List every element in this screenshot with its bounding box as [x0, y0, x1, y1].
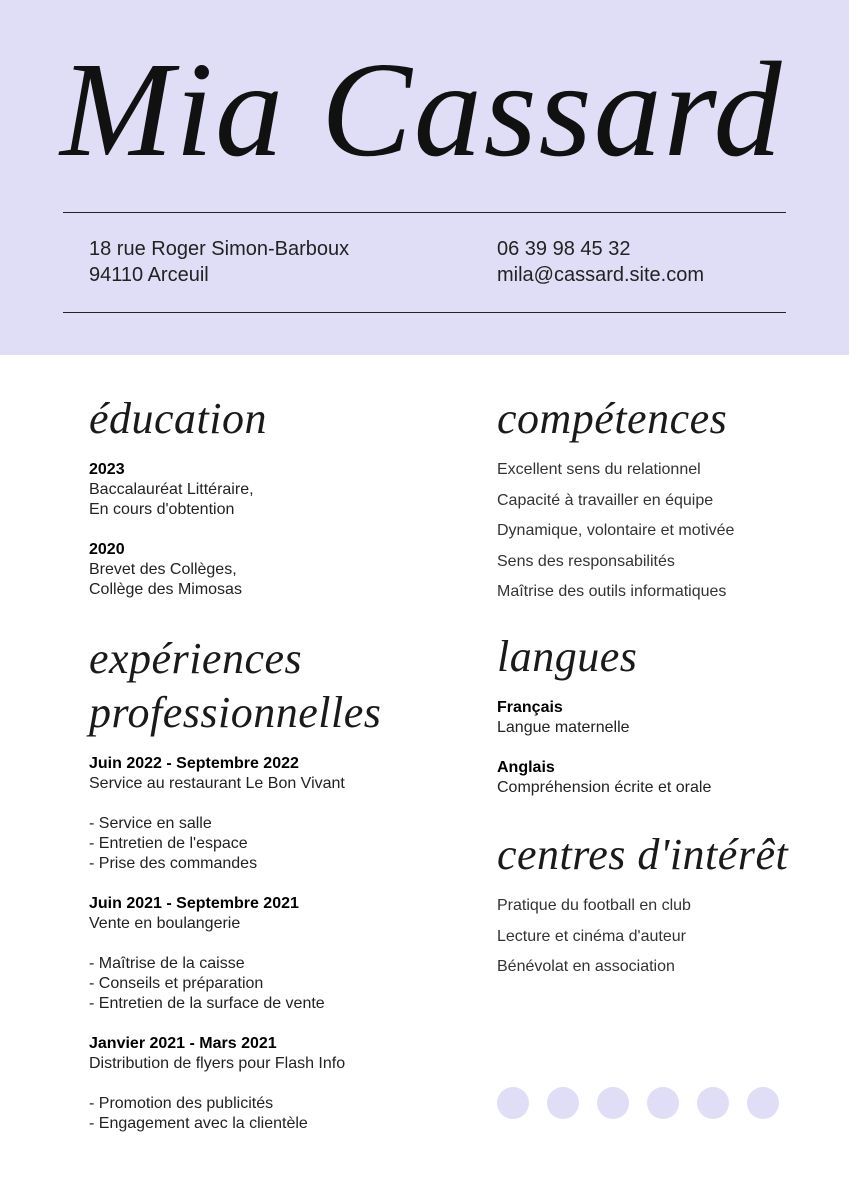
interest-item: Lecture et cinéma d'auteur: [497, 927, 686, 945]
languages-section: [497, 630, 817, 798]
skills-section: [497, 392, 817, 602]
skills-title: compétences: [497, 394, 728, 443]
skill-item: Capacité à travailler en équipe: [497, 491, 714, 509]
interest-item: Pratique du football en club: [497, 897, 691, 914]
job-task: - Service en salle: [89, 815, 212, 832]
candidate-name: Mia Cassard: [60, 35, 784, 185]
skill-item: Maîtrise des outils informatiques: [497, 583, 727, 600]
right-column: [497, 392, 817, 988]
decorative-dot: [597, 1087, 629, 1119]
job-role: Vente en boulangerie: [89, 915, 241, 932]
education-detail: Collège des Mimosas: [89, 581, 242, 598]
skill-item: Sens des responsabilités: [497, 552, 675, 570]
job-task: - Entretien de la surface de vente: [89, 995, 325, 1012]
address-block: [89, 236, 349, 288]
job-task: - Engagement avec la clientèle: [89, 1115, 308, 1132]
job-tasks: [89, 954, 449, 1014]
header-divider-top: [63, 212, 786, 213]
interests-section: [497, 828, 817, 977]
job-task: - Entretien de l'espace: [89, 835, 248, 852]
interest-item: Bénévolat en association: [497, 958, 675, 975]
skills-list: [497, 460, 817, 602]
job-role: Distribution de flyers pour Flash Info: [89, 1055, 346, 1072]
job-task: - Promotion des publicités: [89, 1095, 274, 1112]
job-role: Service au restaurant Le Bon Vivant: [89, 775, 345, 792]
interests-list: [497, 896, 817, 977]
experience-section: [89, 632, 449, 1134]
header-band: [0, 0, 849, 355]
language-level: Langue maternelle: [497, 719, 630, 736]
header-divider-bottom: [63, 312, 786, 313]
education-year: 2020: [89, 541, 125, 558]
job-period: Juin 2022 - Septembre 2022: [89, 755, 299, 772]
address-line-1: 18 rue Roger Simon-Barboux: [89, 238, 350, 260]
decorative-dot: [697, 1087, 729, 1119]
interests-title: centres d'intérêt: [497, 830, 789, 879]
left-column: [89, 392, 449, 1154]
decorative-dot: [647, 1087, 679, 1119]
contact-block: [497, 236, 704, 288]
language-name: Français: [497, 699, 563, 716]
education-degree: Brevet des Collèges,: [89, 561, 237, 578]
job-entry: [89, 894, 449, 1014]
education-entry: [89, 460, 449, 520]
experience-title-line-1: expériences: [89, 634, 303, 683]
language-name: Anglais: [497, 759, 555, 776]
experience-title-line-2: professionnelles: [89, 688, 382, 737]
languages-title: langues: [497, 632, 638, 681]
language-level: Compréhension écrite et orale: [497, 779, 712, 796]
decorative-dot: [497, 1087, 529, 1119]
education-title: éducation: [89, 394, 268, 443]
address-line-2: 94110 Arceuil: [89, 264, 209, 286]
job-entry: [89, 1034, 449, 1134]
skill-item: Dynamique, volontaire et motivée: [497, 522, 735, 539]
phone-number: 06 39 98 45 32: [497, 238, 631, 260]
job-task: - Conseils et préparation: [89, 975, 264, 992]
job-task: - Prise des commandes: [89, 855, 258, 872]
job-task: - Maîtrise de la caisse: [89, 955, 245, 972]
education-year: 2023: [89, 461, 125, 478]
email-address: mila@cassard.site.com: [497, 264, 705, 286]
job-entry: [89, 754, 449, 874]
experience-title: [89, 632, 449, 740]
education-degree: Baccalauréat Littéraire,: [89, 481, 254, 498]
education-detail: En cours d'obtention: [89, 501, 235, 518]
education-entry: [89, 540, 449, 600]
job-period: Juin 2021 - Septembre 2021: [89, 895, 299, 912]
skill-item: Excellent sens du relationnel: [497, 461, 701, 478]
job-period: Janvier 2021 - Mars 2021: [89, 1035, 277, 1052]
decorative-dot: [547, 1087, 579, 1119]
job-tasks: [89, 814, 449, 874]
language-entry: [497, 698, 817, 738]
decorative-dots: [497, 1087, 779, 1119]
decorative-dot: [747, 1087, 779, 1119]
education-section: [89, 392, 449, 600]
job-tasks: [89, 1094, 449, 1134]
language-entry: [497, 758, 817, 798]
